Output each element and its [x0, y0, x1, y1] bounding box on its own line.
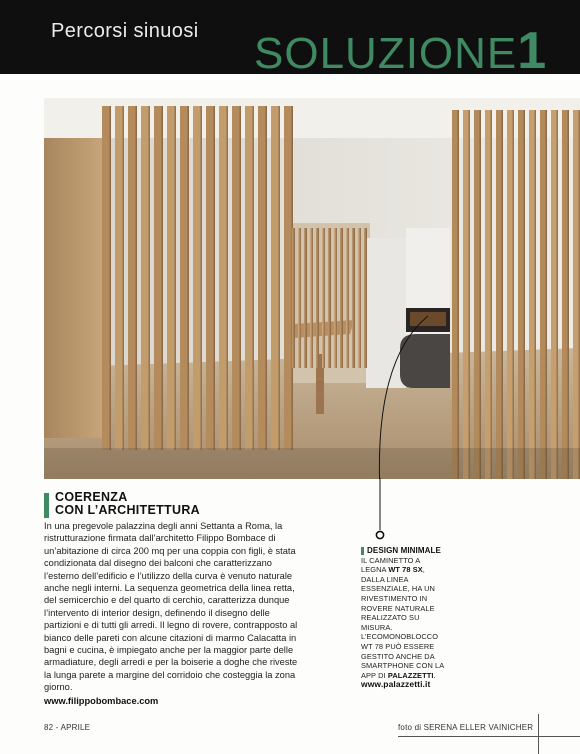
- crop-mark-vertical: [538, 714, 539, 754]
- callout-text: [361, 556, 447, 681]
- headline-line-2: CON L’ARCHITETTURA: [55, 503, 200, 517]
- callout-title: DESIGN MINIMALE: [361, 546, 447, 556]
- product-callout: [361, 546, 447, 690]
- solution-number: 1: [517, 22, 547, 80]
- photo-credit: foto di SERENA ELLER VAINICHER: [398, 723, 534, 732]
- callout-intro: IL CAMINETTO A LEGNA: [361, 555, 420, 575]
- callout-end: .: [433, 670, 436, 680]
- crop-mark-horizontal: [398, 736, 580, 737]
- callout-body: , DALLA LINEA ESSENZIALE, HA UN RIVESTIMENTO IN ROVERE NATURALE REALIZZATO SU MISURA. L’ECOMONOBLOCCO WT 78 PUÒ ESSERE GESTITO ANCHE DA SMARTPHONE CON LA APP DI: [361, 565, 444, 680]
- solution-word: SOLUZIONE: [254, 29, 518, 78]
- architect-website-link[interactable]: www.filippobombace.com: [44, 695, 159, 706]
- article-body: In una pregevole palazzina degli anni Settanta a Roma, la ristrutturazione firmata dall’architetto Filippo Bombace di un’abitazione di circa 200 mq per una coppia con figli, è stata condizionata dal disegno dei balconi che caratterizzano l’esterno dell’edificio e l’utilizzo della curva è venuto naturale anche negli interni. La sequenza geometrica della linea retta, del semicerchio e del quarto di cerchio, caratterizza dunque l’intervento di interior design, definendo il disegno delle partizioni e di tutti gli arredi. Il legno di rovere, contrapposto al bianco delle pareti con alcune citazioni di marmo Calacatta in bagni e cucina, è impiegato anche per la maggior parte delle armadiature, degli arredi e per la boiserie a doghe che riveste la lunga parete a margine del corridoio che costeggia la zona giorno.: [44, 521, 298, 693]
- brand-website-link[interactable]: www.palazzetti.it: [361, 679, 431, 690]
- callout-brand: PALAZZETTI: [387, 670, 434, 680]
- article-headline: [44, 491, 300, 517]
- section-title: Percorsi sinuosi: [51, 20, 199, 42]
- callout-product: WT 78 SX: [388, 565, 423, 575]
- page-number: 82 - APRILE: [44, 723, 91, 732]
- article: [44, 491, 300, 707]
- headline-line-1: COERENZA: [55, 490, 128, 504]
